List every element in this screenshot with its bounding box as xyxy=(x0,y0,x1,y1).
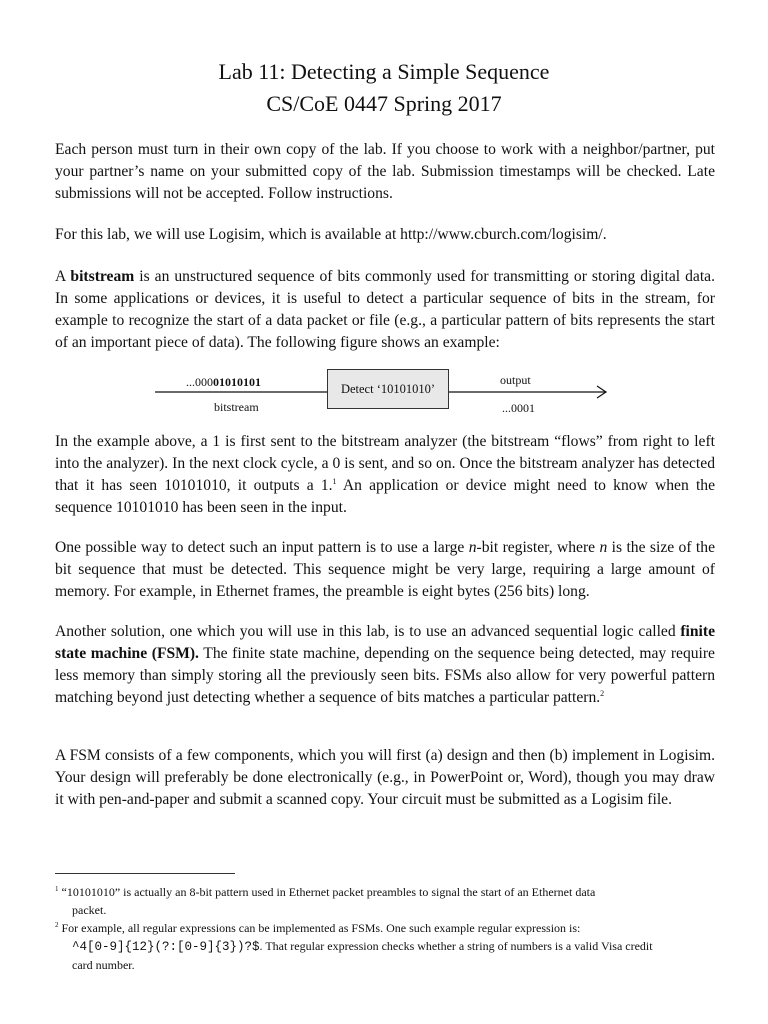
input-pattern: 01010101 xyxy=(213,375,261,389)
p5-a: One possible way to detect such an input pattern is to use a large xyxy=(55,539,469,556)
footnote-1-continuation: packet. xyxy=(72,903,107,917)
p5-c: is the size of the bit sequence that must be detected. This sequence might be very large, requiring a large amount of memory. For example, in Ethernet frames, the preamble is eight bytes (256 bits) long. xyxy=(55,539,715,600)
footnote-2-after: . That regular expression checks whether a string of numbers is a valid Visa credit xyxy=(259,939,653,953)
p4-body: In the example above, a 1 is first sent to the bitstream analyzer (the bitstream “flows” from right to left into the analyzer). In the next clock cycle, a 0 is sent, and so on. Once the bitstream analyzer has detected that it has seen 10101010, it outputs a 1. xyxy=(55,433,715,494)
detector-box: Detect ‘10101010’ xyxy=(327,369,449,409)
paragraph-components: A FSM consists of a few components, which you will first (a) design and then (b) implement in Logisim. Your design will preferably be done electronically (e.g., in PowerPoint or, Word), though you may draw it with pen-and-paper and submit a scanned copy. Your circuit must be submitted as a Logisim file. xyxy=(55,747,715,808)
paragraph-logisim: For this lab, we will use Logisim, which is available at http://www.cburch.com/logisim/. xyxy=(55,226,607,243)
paragraph-instructions: Each person must turn in their own copy of the lab. If you choose to work with a neighbor/partner, put your partner’s name on your submitted copy of the lab. Submission timestamps will be checked. Late submissions will not be accepted. Follow instructions. xyxy=(55,141,715,202)
p5-n2: n xyxy=(599,539,608,556)
footnote-1-text: “10101010” is actually an 8-bit pattern used in Ethernet packet preambles to signal the start of an Ethernet data xyxy=(61,885,596,899)
paragraph-bitstream xyxy=(55,266,715,354)
p3-prefix: A xyxy=(55,268,71,285)
p4-tail: An application or device might need to know when the sequence 10101010 has been seen in the input. xyxy=(55,477,715,516)
footnote-2-number: 2 xyxy=(55,921,59,929)
input-caption: bitstream xyxy=(214,400,259,414)
footnote-1 xyxy=(55,880,715,919)
paragraph-fsm xyxy=(55,621,715,709)
bitstream-figure xyxy=(150,366,620,426)
footnote-2-continuation: card number. xyxy=(72,958,135,972)
footnote-2 xyxy=(55,916,715,974)
footnote-ref-1: 1 xyxy=(332,476,337,486)
term-bitstream: bitstream xyxy=(70,268,135,285)
output-caption: output xyxy=(500,373,531,387)
term-fsm: finite state machine (FSM). xyxy=(55,623,715,662)
footnote-2-text: For example, all regular expressions can be implemented as FSMs. One such example regular expression is: xyxy=(61,921,581,935)
paragraph-register xyxy=(55,537,715,603)
footnote-ref-2: 2 xyxy=(600,688,605,698)
p6-body: The finite state machine, depending on the sequence being detected, may require less memory than simply storing all the previously seen bits. FSMs also allow for very powerful pattern matching beyond just detecting whether a sequence of bits matches a particular pattern. xyxy=(55,645,715,706)
p5-n1: n xyxy=(468,539,477,556)
footnote-divider xyxy=(55,873,235,874)
footnote-2-line2 xyxy=(55,937,715,956)
input-sequence xyxy=(186,375,261,390)
input-prefix: ...000 xyxy=(186,375,213,389)
footnote-1-number: 1 xyxy=(55,885,59,893)
regex-code: ^4[0-9]{12}(?:[0-9]{3})?$ xyxy=(72,940,260,954)
paragraph-example xyxy=(55,431,715,519)
page-subtitle: CS/CoE 0447 Spring 2017 xyxy=(266,91,502,116)
p5-b: -bit register, where xyxy=(476,539,600,556)
output-value: ...0001 xyxy=(502,401,535,415)
p3-body: is an unstructured sequence of bits commonly used for transmitting or storing digital data. In some applications or devices, it is useful to detect a particular sequence of bits in the stream, for example to recognize the start of a data packet or file (e.g., a particular pattern of bits represents the start of an important piece of data). The following figure shows an example: xyxy=(55,268,715,351)
page-title: Lab 11: Detecting a Simple Sequence xyxy=(218,59,550,84)
p6-prefix: Another solution, one which you will use in this lab, is to use an advanced sequential logic called xyxy=(55,623,681,640)
